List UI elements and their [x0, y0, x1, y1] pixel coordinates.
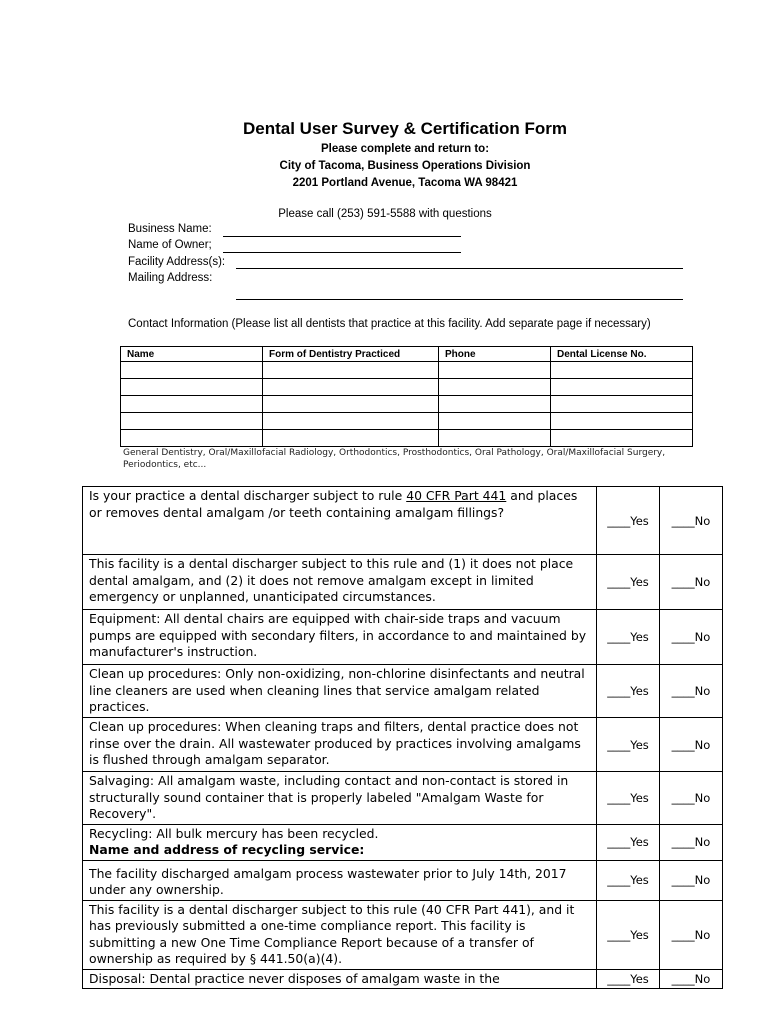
- no-option[interactable]: ____No: [660, 860, 723, 900]
- contact-cell[interactable]: [263, 379, 439, 396]
- contact-cell[interactable]: [263, 430, 439, 447]
- question-text: Clean up procedures: When cleaning traps and filters, dental practice does not rinse over the drain. All wastewater produced by practices involving amalgams is flushed through amalgam separator.: [83, 718, 597, 772]
- survey-row: [83, 665, 723, 718]
- no-option[interactable]: ____No: [660, 718, 723, 772]
- survey-row: [83, 772, 723, 825]
- contact-cell[interactable]: [121, 413, 263, 430]
- question-text: [83, 487, 597, 555]
- contact-cell[interactable]: [551, 430, 693, 447]
- no-option[interactable]: ____No: [660, 824, 723, 860]
- yes-option[interactable]: ____Yes: [597, 555, 660, 610]
- question-text: The facility discharged amalgam process wastewater prior to July 14th, 2017 under any ownership.: [83, 860, 597, 900]
- dentistry-types-note: General Dentistry, Oral/Maxillofacial Radiology, Orthodontics, Prosthodontics, Oral Pathology, Oral/Maxillofacial Surgery, Periodontics, etc...: [123, 448, 666, 470]
- question-part: Is your practice a dental discharger subject to rule: [89, 488, 407, 503]
- col-form-of-dentistry: Form of Dentistry Practiced: [263, 347, 439, 362]
- question-text: This facility is a dental discharger subject to this rule and (1) it does not place dental amalgam, and (2) it does not remove amalgam except in limited emergency or unplanned, unanticipated circumstances.: [83, 555, 597, 610]
- survey-row: [83, 555, 723, 610]
- yes-option[interactable]: ____Yes: [597, 824, 660, 860]
- contact-cell[interactable]: [263, 413, 439, 430]
- no-option[interactable]: ____No: [660, 487, 723, 555]
- contact-cell[interactable]: [121, 379, 263, 396]
- owner-name-field[interactable]: [223, 252, 461, 253]
- col-name: Name: [121, 347, 263, 362]
- contact-row: [121, 379, 693, 396]
- contacts-header-row: [121, 347, 693, 362]
- contact-cell[interactable]: [263, 396, 439, 413]
- col-license: Dental License No.: [551, 347, 693, 362]
- no-option[interactable]: ____No: [660, 555, 723, 610]
- yes-option[interactable]: ____Yes: [597, 860, 660, 900]
- contact-cell[interactable]: [439, 430, 551, 447]
- facility-address-field[interactable]: [236, 268, 683, 269]
- yes-option[interactable]: ____Yes: [597, 900, 660, 969]
- owner-name-label: Name of Owner;: [128, 239, 212, 251]
- survey-row: [83, 718, 723, 772]
- business-name-label: Business Name:: [128, 223, 212, 235]
- contact-cell[interactable]: [121, 362, 263, 379]
- mailing-address-label: Mailing Address:: [128, 272, 213, 284]
- contact-row: [121, 362, 693, 379]
- recycling-statement: Recycling: All bulk mercury has been recycled.: [89, 825, 379, 841]
- question-text: Clean up procedures: Only non-oxidizing, non-chlorine disinfectants and neutral line cleaners are used when cleaning lines that service amalgam related practices.: [83, 665, 597, 718]
- mailing-address-field[interactable]: [236, 299, 683, 300]
- contact-instructions: Contact Information (Please list all dentists that practice at this facility. Add separate page if necessary): [128, 318, 651, 330]
- yes-option[interactable]: ____Yes: [597, 718, 660, 772]
- cfr-link[interactable]: 40 CFR Part 441: [406, 488, 507, 503]
- survey-row: [83, 610, 723, 665]
- contact-row: [121, 413, 693, 430]
- col-phone: Phone: [439, 347, 551, 362]
- facility-address-label: Facility Address(s):: [128, 256, 226, 268]
- recycling-service-prompt: Name and address of recycling service:: [89, 842, 365, 857]
- return-instructions: Please complete and return to:: [320, 143, 490, 155]
- phone-note: Please call (253) 591-5588 with questions: [278, 208, 492, 220]
- yes-option[interactable]: ____Yes: [597, 772, 660, 825]
- contact-cell[interactable]: [439, 379, 551, 396]
- no-option[interactable]: ____No: [660, 665, 723, 718]
- question-text: Equipment: All dental chairs are equipped with chair-side traps and vacuum pumps are equipped with secondary filters, in accordance to and maintained by manufacturer's instruction.: [83, 610, 597, 665]
- survey-table: [82, 486, 723, 989]
- contacts-table: [120, 346, 693, 447]
- question-text: Salvaging: All amalgam waste, including contact and non-contact is stored in structurally sound container that is properly labeled "Amalgam Waste for Recovery".: [83, 772, 597, 825]
- division-name: City of Tacoma, Business Operations Division: [279, 160, 531, 172]
- question-part: and places or removes dental amalgam /or teeth containing amalgam fillings?: [89, 488, 578, 520]
- question-text: [83, 824, 597, 860]
- survey-row: [83, 969, 723, 989]
- contact-cell[interactable]: [551, 396, 693, 413]
- yes-option[interactable]: ____Yes: [597, 610, 660, 665]
- contact-cell[interactable]: [439, 362, 551, 379]
- contact-cell[interactable]: [551, 362, 693, 379]
- contact-row: [121, 430, 693, 447]
- contact-cell[interactable]: [121, 396, 263, 413]
- business-name-field[interactable]: [223, 236, 461, 237]
- yes-option[interactable]: ____Yes: [597, 487, 660, 555]
- survey-row: [83, 487, 723, 555]
- contact-cell[interactable]: [439, 396, 551, 413]
- no-option[interactable]: ____No: [660, 610, 723, 665]
- survey-row: [83, 824, 723, 860]
- yes-option[interactable]: ____Yes: [597, 969, 660, 989]
- survey-row: [83, 860, 723, 900]
- contact-cell[interactable]: [439, 413, 551, 430]
- contact-cell[interactable]: [121, 430, 263, 447]
- no-option[interactable]: ____No: [660, 772, 723, 825]
- survey-row: [83, 900, 723, 969]
- no-option[interactable]: ____No: [660, 900, 723, 969]
- question-text: Disposal: Dental practice never disposes of amalgam waste in the: [83, 969, 597, 989]
- contact-cell[interactable]: [263, 362, 439, 379]
- contact-cell[interactable]: [551, 379, 693, 396]
- no-option[interactable]: ____No: [660, 969, 723, 989]
- form-title: Dental User Survey & Certification Form: [242, 119, 568, 138]
- division-address: 2201 Portland Avenue, Tacoma WA 98421: [292, 177, 518, 189]
- question-text: This facility is a dental discharger subject to this rule (40 CFR Part 441), and it has previously submitted a one-time compliance report. This facility is submitting a new One Time Compliance Report because of a transfer of ownership as required by § 441.50(a)(4).: [83, 900, 597, 969]
- yes-option[interactable]: ____Yes: [597, 665, 660, 718]
- contact-row: [121, 396, 693, 413]
- contact-cell[interactable]: [551, 413, 693, 430]
